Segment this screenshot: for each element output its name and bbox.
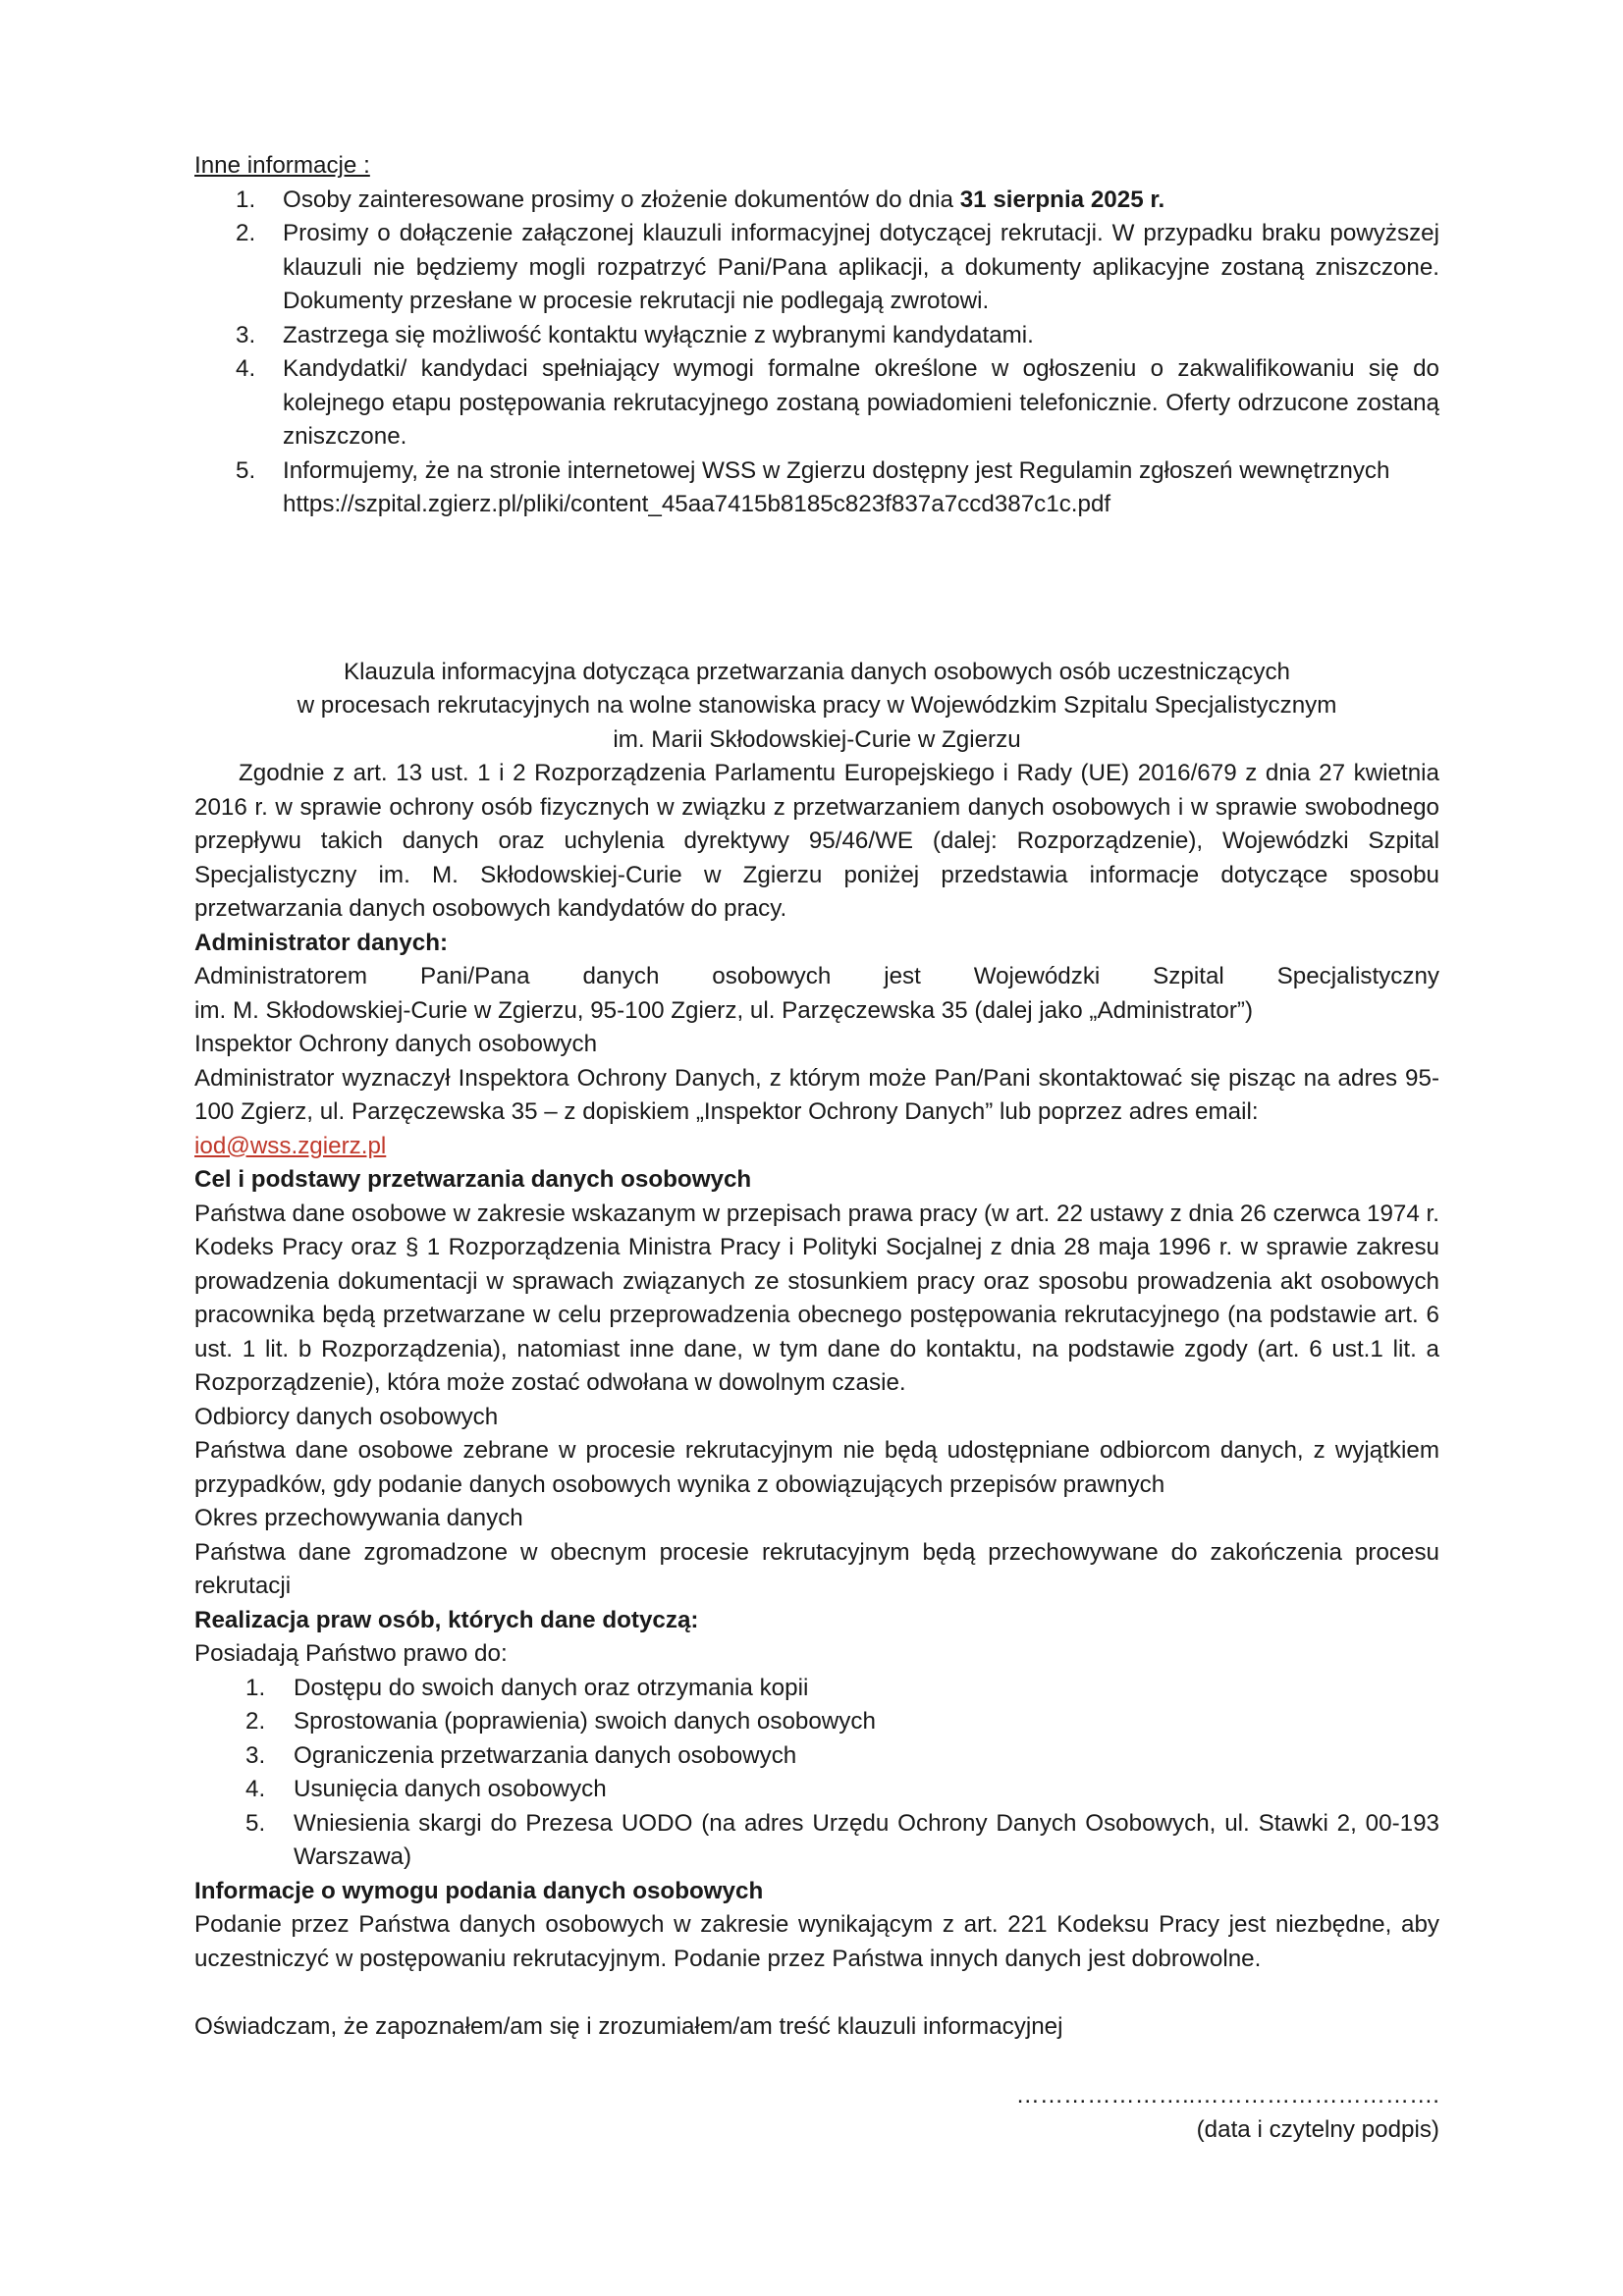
other-info-heading: Inne informacje :: [194, 152, 370, 179]
list-item-text: Informujemy, że na stronie internetowej WSS w Zgierzu dostępny jest Regulamin zgłoszeń wewnętrznych: [283, 456, 1390, 484]
signature-label: (data i czytelny podpis): [1196, 2115, 1439, 2143]
list-item-text: Ograniczenia przetwarzania danych osobowych: [294, 1741, 797, 1769]
list-item: [194, 352, 1439, 454]
admin-heading: Administrator danych:: [194, 929, 449, 956]
clause-title-line: w procesach rekrutacyjnych na wolne stanowiska pracy w Wojewódzkim Szpitalu Specjalistycznym: [297, 692, 1337, 719]
signature-line: …………………..………………………….: [1015, 2082, 1439, 2109]
list-item-text: Dostępu do swoich danych oraz otrzymania kopii: [294, 1674, 809, 1701]
list-item: [194, 319, 1439, 353]
list-item-text: Zastrzega się możliwość kontaktu wyłącznie z wybranymi kandydatami.: [283, 321, 1034, 348]
deadline-date: 31 sierpnia 2025 r.: [959, 186, 1165, 213]
clause-title-line: Klauzula informacyjna dotycząca przetwarzania danych osobowych osób uczestniczących: [344, 658, 1290, 685]
list-number: 2.: [245, 1708, 266, 1735]
list-number: 2.: [236, 220, 256, 246]
clause-title: [194, 656, 1439, 758]
list-number: 4.: [236, 355, 256, 382]
rights-heading: Realizacja praw osób, których dane dotyczą:: [194, 1606, 699, 1633]
signature-block: [194, 2079, 1439, 2147]
iod-text: Administrator wyznaczył Inspektora Ochrony Danych, z którym może Pan/Pani skontaktować się pisząc na adres 95-100 Zgierz, ul. Parzęczewska 35 – z dopiskiem „Inspektor Ochrony Danych” lub poprzez adres email:: [194, 1064, 1439, 1125]
list-number: 3.: [245, 1741, 266, 1769]
iod-heading: Inspektor Ochrony danych osobowych: [194, 1031, 598, 1057]
retention-text: Państwa dane zgromadzone w obecnym procesie rekrutacyjnym będą przechowywane do zakończenia procesu rekrutacji: [194, 1538, 1439, 1599]
rights-list: [194, 1672, 1439, 1875]
clause-intro: Zgodnie z art. 13 ust. 1 i 2 Rozporządzenia Parlamentu Europejskiego i Rady (UE) 2016/679 z dnia 27 kwietnia 2016 r. w sprawie ochrony osób fizycznych w związku z przetwarzaniem danych osobowych i w sprawie swobodnego przepływu takich danych oraz uchylenia dyrektywy 95/46/WE (dalej: Rozporządzenie), Wojewódzki Szpital Specjalistyczny im. M. Skłodowskiej-Curie w Zgierzu poniżej przedstawia informacje dotyczące sposobu przetwarzania danych osobowych kandydatów do pracy.: [194, 760, 1439, 922]
list-item-text: Kandydatki/ kandydaci spełniający wymogi formalne określone w ogłoszeniu o zakwalifikowaniu się do kolejnego etapu postępowania rekrutacyjnego zostaną powiadomieni telefonicznie. Oferty odrzucone zostaną zniszczone.: [283, 355, 1439, 450]
admin-text-line: Administratorem Pani/Pana danych osobowych jest Wojewódzki Szpital Specjalistyczny: [194, 963, 1439, 989]
list-item: [194, 184, 1439, 218]
list-item-text: Wniesienia skargi do Prezesa UODO (na adres Urzędu Ochrony Danych Osobowych, ul. Stawki 2, 00-193 Warszawa): [294, 1809, 1439, 1870]
list-item-text: Usunięcia danych osobowych: [294, 1776, 607, 1802]
requirement-text: Podanie przez Państwa danych osobowych w zakresie wynikającym z art. 221 Kodeksu Pracy jest niezbędne, aby uczestniczyć w postępowaniu rekrutacyjnym. Podanie przez Państwa innych danych jest dobrowolne.: [194, 1911, 1439, 1972]
clause-title-line: im. Marii Skłodowskiej-Curie w Zgierzu: [613, 725, 1021, 753]
list-item: [194, 1739, 1439, 1774]
spacer: [194, 1976, 1439, 2010]
purpose-heading: Cel i podstawy przetwarzania danych osobowych: [194, 1166, 752, 1193]
document-page: [194, 149, 1439, 2147]
list-number: 3.: [236, 321, 256, 348]
requirement-heading: Informacje o wymogu podania danych osobowych: [194, 1877, 764, 1904]
purpose-text: Państwa dane osobowe w zakresie wskazanym w przepisach prawa pracy (w art. 22 ustawy z dnia 26 czerwca 1974 r. Kodeks Pracy oraz § 1 Rozporządzenia Ministra Pracy i Polityki Socjalnej z dnia 28 maja 1996 r. w sprawie zakresu prowadzenia dokumentacji w sprawach związanych ze stosunkiem pracy oraz sposobu prowadzenia akt osobowych pracownika będą przetwarzane w celu przeprowadzenia obecnego postępowania rekrutacyjnego (na podstawie art. 6 ust. 1 lit. b Rozporządzenia), natomiast inne dane, w tym dane do kontaktu, na podstawie zgody (art. 6 ust.1 lit. a Rozporządzenie), która może zostać odwołana w dowolnym czasie.: [194, 1200, 1439, 1396]
list-item: [194, 217, 1439, 319]
recipients-text: Państwa dane osobowe zebrane w procesie rekrutacyjnym nie będą udostępniane odbiorcom danych, z wyjątkiem przypadków, gdy podanie danych osobowych wynika z obowiązujących przepisów prawnych: [194, 1437, 1439, 1498]
rights-intro: Posiadają Państwo prawo do:: [194, 1640, 508, 1667]
list-number: 1.: [245, 1674, 266, 1701]
list-item: [194, 1773, 1439, 1807]
list-item: [194, 454, 1439, 522]
list-number: 1.: [236, 186, 256, 213]
regulations-url: https://szpital.zgierz.pl/pliki/content_45aa7415b8185c823f837a7ccd387c1c.pdf: [283, 491, 1111, 517]
list-item: [194, 1672, 1439, 1706]
list-item: [194, 1807, 1439, 1875]
list-item-text: Osoby zainteresowane prosimy o złożenie dokumentów do dnia: [283, 186, 960, 213]
list-item-text: Sprostowania (poprawienia) swoich danych osobowych: [294, 1708, 876, 1735]
other-info-list: [194, 184, 1439, 522]
consent-statement: Oświadczam, że zapoznałem/am się i zrozumiałem/am treść klauzuli informacyjnej: [194, 2012, 1063, 2040]
retention-heading: Okres przechowywania danych: [194, 1505, 523, 1531]
list-number: 5.: [245, 1809, 266, 1837]
list-item-text: Prosimy o dołączenie załączonej klauzuli informacyjnej dotyczącej rekrutacji. W przypadku braku powyższej klauzuli nie będziemy mogli rozpatrzyć Pani/Pana aplikacji, a dokumenty aplikacyjne zostaną zniszczone. Dokumenty przesłane w procesie rekrutacji nie podlegają zwrotowi.: [283, 220, 1439, 314]
recipients-heading: Odbiorcy danych osobowych: [194, 1403, 499, 1430]
admin-text-line: im. M. Skłodowskiej-Curie w Zgierzu, 95-100 Zgierz, ul. Parzęczewska 35 (dalej jako „Administrator”): [194, 996, 1254, 1024]
iod-email-link[interactable]: iod@wss.zgierz.pl: [194, 1132, 387, 1159]
list-number: 4.: [245, 1776, 266, 1802]
list-item: [194, 1705, 1439, 1739]
list-number: 5.: [236, 456, 256, 484]
